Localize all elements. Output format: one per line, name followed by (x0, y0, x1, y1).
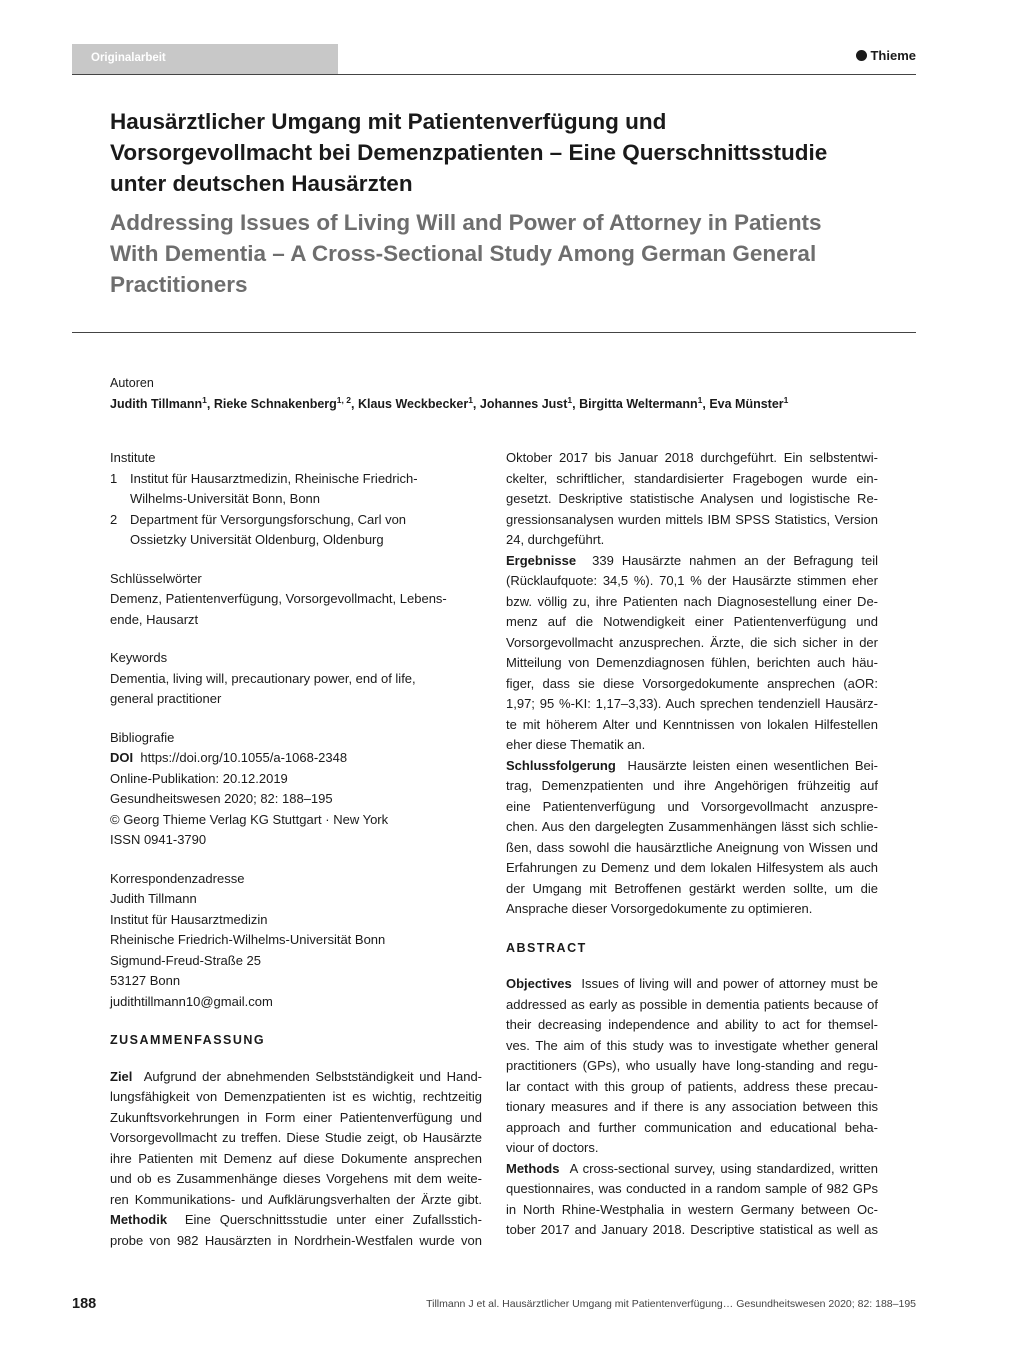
author-affiliation: 1 (202, 395, 207, 405)
paragraph-line: gressionsanalysen wurden mittels IBM SPSS Statistics, Version (506, 511, 878, 527)
paragraph-line: lar contact with this group of patients, address these precau- (506, 1078, 878, 1094)
institute-line: Institut für Hausarztmedizin, Rheinische Friedrich- (130, 470, 418, 486)
paragraph-line: Ergebnisse 339 Hausärzte nahmen an der Befragung teil (506, 552, 878, 568)
paragraph-line: gesetzt. Deskriptive statistische Analysen und logistische Re- (506, 491, 878, 506)
title-english-line: With Dementia – A Cross-Sectional Study Among German General (110, 241, 817, 266)
author-name: Johannes Just (479, 397, 568, 412)
keywords-de-line: Demenz, Patientenverfügung, Vorsorgevollmacht, Lebens- (110, 591, 447, 606)
correspondence-line: Sigmund-Freud-Straße 25 (110, 952, 262, 968)
paragraph-line: viour of doctors. (506, 1140, 599, 1155)
abstract-heading: ABSTRACT (506, 940, 587, 955)
correspondence-line: Judith Tillmann (110, 891, 197, 906)
keywords-en-line: general practitioner (110, 691, 222, 706)
paragraph-line: ckelter, schriftlicher, standardisierter Fragebogen wurde ein- (506, 470, 878, 486)
institute-item (110, 510, 482, 551)
keywords-de-section (110, 569, 482, 631)
paragraph-line: approach and further communication and educational beha- (506, 1119, 878, 1135)
paragraph-line: probe von 982 Hausärzten in Nordrhein-Westfalen wurde von (110, 1232, 482, 1248)
footer-citation: Tillmann J et al. Hausärztlicher Umgang mit Patientenverfügung… Gesundheitswesen 2020; 82: 188–195 (426, 1298, 916, 1310)
author-affiliation: 1 (783, 395, 789, 405)
publisher-brand (856, 48, 916, 63)
paragraph-line: chen. Aus den dargelegten Zusammenhängen lässt sich schlie- (506, 819, 878, 834)
correspondence-section (110, 869, 482, 1013)
author-affiliation: 1 (567, 395, 573, 405)
section-lead-label: Methodik (110, 1212, 168, 1227)
institute-line: Wilhelms-Universität Bonn, Bonn (130, 491, 321, 506)
title-german-line: Hausärztlicher Umgang mit Patientenverfügung und (110, 109, 667, 134)
paragraph-line: Ansprache dieser Vorsorgedokumente zu optimieren. (506, 901, 813, 916)
author-name: Birgitta Weltermann (579, 397, 698, 412)
publisher-name: Thieme (870, 48, 916, 63)
page-number: 188 (72, 1296, 97, 1312)
paragraph-line: ihre Patienten mit Demenz auf diese Dokumente ansprechen (110, 1150, 482, 1166)
ergebnisse-paragraph (506, 551, 878, 756)
paragraph-line: 1,97; 95 %-KI: 1,17–3,33). Auch sprechen tendenziell Hausärz- (506, 696, 878, 711)
paragraph-line: Zukunftsvorkehrungen in Form einer Patientenverfügung und (110, 1109, 482, 1125)
institute-line: Department für Versorgungsforschung, Carl von (130, 511, 407, 527)
title-rule (72, 332, 916, 333)
paragraph-line: questionnaires, was conducted in a random sample of 982 GPs (506, 1181, 878, 1196)
section-tag-label: Originalarbeit (91, 52, 166, 64)
author-name: Rieke Schnakenberg (213, 397, 337, 412)
paragraph-line: Oktober 2017 bis Januar 2018 durchgeführt. Ein selbstentwi- (506, 450, 878, 465)
correspondence-line: 53127 Bonn (110, 973, 181, 988)
title-german-line: unter deutschen Hausärzten (110, 171, 413, 196)
paragraph-line: tionary measures and if there is any association between this (506, 1099, 878, 1114)
institute-number: 2 (110, 511, 118, 527)
section-lead-label: Objectives (506, 976, 572, 991)
paragraph-line: (Rücklaufquote: 34,5 %). 70,1 % der Hausärzte stimmen eher (506, 573, 878, 588)
doi-line (110, 748, 482, 769)
bibliography-line: ISSN 0941-3790 (110, 832, 207, 847)
left-column (110, 448, 482, 1251)
methodik-paragraph (110, 1210, 482, 1251)
paragraph-line: Vorsorgevollmacht anzusprechen. Ärzte, die sich sicher in der (506, 634, 878, 650)
section-tag (72, 44, 338, 75)
paragraph-line: their decreasing independence and ability to act for themsel- (506, 1017, 878, 1032)
title-english-line: Addressing Issues of Living Will and Power of Attorney in Patients (110, 210, 822, 235)
paragraph-line: Methods A cross-sectional survey, using standardized, written (506, 1160, 878, 1176)
section-lead-label: Ziel (110, 1068, 133, 1084)
correspondence-line: Institut für Hausarztmedizin (110, 911, 268, 927)
paragraph-line: figer, dass sie diese Vorsorgedokumente ansprechen (aOR: (506, 675, 878, 691)
paragraph-line: ren Kommunikations- und Aufklärungsverhalten der Ärzte gibt. (110, 1191, 482, 1207)
author-affiliation: 1 (468, 395, 473, 405)
bibliography-section (110, 728, 482, 851)
title-german-line: Vorsorgevollmacht bei Demenzpatienten – Eine Querschnittsstudie (110, 140, 828, 165)
bibliography-line: Gesundheitswesen 2020; 82: 188–195 (110, 791, 333, 806)
title-english-line: Practitioners (110, 272, 248, 297)
paragraph-line: Mitteilung von Demenzdiagnosen fühlen, berichten auch häu- (506, 655, 878, 670)
right-column (506, 448, 878, 1241)
author-affiliation: 1 (697, 395, 703, 405)
keywords-en-section (110, 648, 482, 710)
doi-label: DOI (110, 750, 134, 765)
author-name: Klaus Weckbecker (357, 397, 469, 412)
methodik-continued (506, 448, 878, 551)
ziel-paragraph (110, 1067, 482, 1211)
thieme-logo-icon (856, 50, 867, 61)
doi-link[interactable]: https://doi.org/10.1055/a-1068-2348 (140, 750, 348, 765)
paragraph-line: practitioners (GPs), who usually have long-standing and regu- (506, 1058, 878, 1073)
section-lead-label: Ergebnisse (506, 552, 577, 568)
paragraph-line: Ziel Aufgrund der abnehmenden Selbstständigkeit und Hand- (110, 1068, 482, 1084)
keywords-en-label: Keywords (110, 650, 168, 665)
paragraph-line: eine Patientenverfügung und Vorsorgevollmacht anzuspre- (506, 798, 878, 814)
institutes-label: Institute (110, 450, 156, 465)
header-rule (72, 74, 916, 75)
paragraph-line: 24, durchgeführt. (506, 532, 605, 547)
paragraph-line: eher diese Thematik an. (506, 737, 646, 752)
paragraph-line: trag, Demenzpatienten und ihre Angehörigen frühzeitig auf (506, 778, 878, 793)
bibliography-line: © Georg Thieme Verlag KG Stuttgart · New York (110, 811, 389, 827)
bibliography-line: Online-Publikation: 20.12.2019 (110, 770, 288, 786)
author-name: Judith Tillmann (110, 397, 203, 412)
paragraph-line: Erfahrungen zu Demenz und dem lokalen Hilfesystem als auch (506, 860, 878, 875)
correspondence-line: Rheinische Friedrich-Wilhelms-Universität Bonn (110, 932, 386, 947)
paragraph-line: Vorsorgevollmacht zu treffen. Diese Studie zeigt, ob Hausärzte (110, 1130, 482, 1145)
paragraph-line: Schlussfolgerung Hausärzte leisten einen wesentlichen Bei- (506, 757, 878, 773)
author-name: Eva Münster (709, 397, 784, 412)
paragraph-line: ßen, dass sowohl die hausärztliche Aneignung von Wissen und (506, 839, 878, 855)
paragraph-line: lungsfähigkeit von Demenzpatienten ist es wichtig, rechtzeitig (110, 1089, 482, 1104)
paragraph-line: addressed as early as possible in dementia patients because of (506, 996, 878, 1012)
title-english (110, 207, 910, 300)
zusammenfassung-heading: ZUSAMMENFASSUNG (110, 1033, 266, 1047)
author-list: Judith Tillmann$^1$, Rieke Schnakenberg$^{1, 2}$, Klaus Weckbecker$^1$, Johannes Just$^1$, Birgitta Weltermann$^1$, Eva Münster$^1$ (110, 395, 789, 412)
paragraph-line: der Umgang mit Betroffenen gestärkt werden sollte, um die (506, 880, 878, 896)
institute-line: Ossietzky Universität Oldenburg, Oldenburg (130, 532, 384, 547)
institutes-section (110, 448, 482, 551)
bibliography-label: Bibliografie (110, 729, 175, 745)
keywords-en-line: Dementia, living will, precautionary power, end of life, (110, 670, 416, 686)
paragraph-line: in North Rhine-Westphalia in western Germany between Oc- (506, 1201, 878, 1217)
correspondence-label: Korrespondenzadresse (110, 870, 245, 886)
paragraph-line: menz auf die Notwendigkeit einer Patientenverfügung und (506, 614, 878, 629)
keywords-de-label: Schlüsselwörter (110, 570, 202, 586)
methods-paragraph (506, 1159, 878, 1241)
paragraph-line: und ob es Zusammenhänge dieses Vorgehens mit dem weite- (110, 1171, 482, 1186)
institute-number: 1 (110, 470, 118, 486)
section-lead-label: Methods (506, 1160, 560, 1176)
authors-label: Autoren (110, 376, 154, 390)
section-lead-label: Schlussfolgerung (506, 757, 616, 773)
paragraph-line: bzw. völlig zu, ihre Patienten nach Diagnosestellung einer De- (506, 593, 878, 609)
schlussfolgerung-paragraph (506, 756, 878, 920)
paragraph-line: tober 2017 and January 2018. Descriptive statistical as well as (506, 1222, 878, 1237)
paragraph-line: Methodik Eine Querschnittsstudie unter einer Zufallsstich- (110, 1212, 482, 1227)
correspondence-email[interactable]: judithtillmann10@gmail.com (110, 993, 273, 1009)
objectives-paragraph (506, 974, 878, 1159)
paragraph-line: ves. The aim of this study was to investigate whether general (506, 1037, 878, 1053)
institute-item (110, 469, 482, 510)
author-affiliation: 1, 2 (336, 395, 351, 405)
paragraph-line: te mit höherem Alter und Kenntnissen von lokalen Hilfestellen (506, 716, 878, 732)
keywords-de-line: ende, Hausarzt (110, 611, 199, 627)
title-german (110, 106, 910, 199)
paragraph-line: Objectives Issues of living will and power of attorney must be (506, 976, 878, 991)
